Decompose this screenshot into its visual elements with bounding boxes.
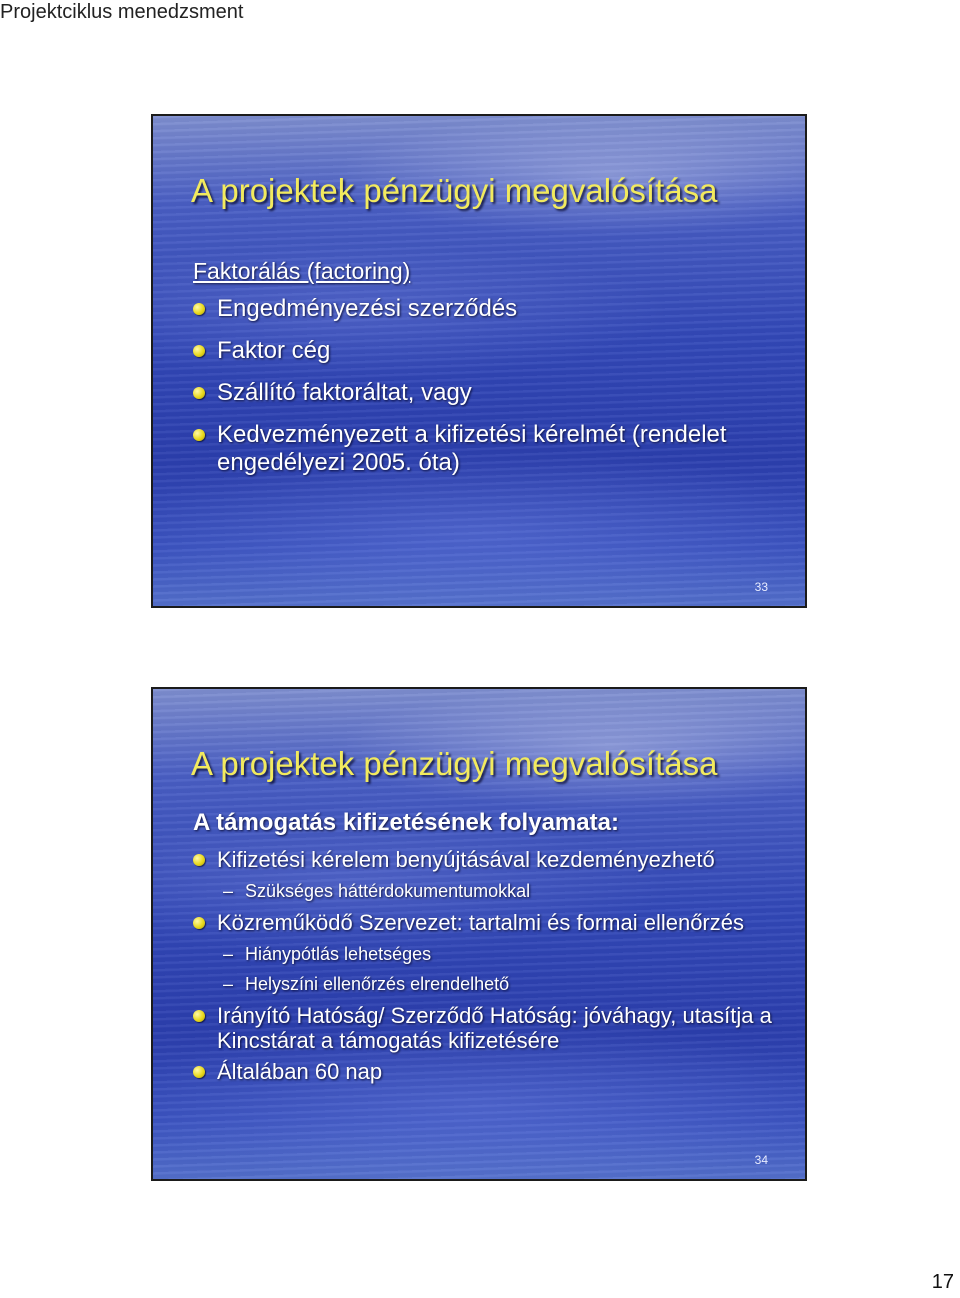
sub-list-item	[217, 880, 785, 902]
list-item	[193, 847, 785, 902]
bullet-text: Faktor cég	[217, 337, 331, 364]
sub-list-item	[217, 943, 785, 965]
document-header: Projektciklus menedzsment	[0, 1, 244, 23]
slide-subheading-link[interactable]: Faktorálás (factoring)	[193, 258, 411, 284]
list-item	[193, 1059, 785, 1084]
bullet-text: Általában 60 nap	[217, 1059, 383, 1084]
slide-number: 33	[754, 580, 768, 594]
bullet-list	[193, 847, 785, 1084]
slide-34	[151, 687, 807, 1181]
dash-marker: –	[223, 944, 234, 964]
bullet-list	[193, 295, 785, 477]
bullet-dot-icon	[193, 917, 205, 929]
bullet-text: Kedvezményezett a kifizetési kérelmét (rendelet engedélyezi 2005. óta)	[217, 421, 727, 476]
slide-33	[151, 114, 807, 608]
list-item	[193, 295, 785, 323]
sub-list	[217, 880, 785, 902]
list-item	[193, 910, 785, 995]
slide-content	[193, 809, 785, 1090]
sub-item-text: Helyszíni ellenőrzés elrendelhető	[245, 974, 510, 994]
page-number: 17	[931, 1271, 954, 1293]
list-item	[193, 1003, 785, 1053]
sub-item-text: Hiánypótlás lehetséges	[245, 944, 432, 964]
slide-content	[193, 258, 785, 491]
bullet-text: Kifizetési kérelem benyújtásával kezdeményezhető	[217, 847, 715, 872]
bullet-dot-icon	[193, 1066, 205, 1078]
bullet-text: Irányító Hatóság/ Szerződő Hatóság: jóváhagy, utasítja a Kincstárat a támogatás kifizetésére	[217, 1003, 772, 1053]
bullet-dot-icon	[193, 345, 205, 357]
slide-title: A projektek pénzügyi megvalósítása	[191, 172, 718, 209]
bullet-dot-icon	[193, 854, 205, 866]
bullet-dot-icon	[193, 429, 205, 441]
sub-list	[217, 943, 785, 995]
slide-title: A projektek pénzügyi megvalósítása	[191, 745, 718, 782]
bullet-dot-icon	[193, 303, 205, 315]
list-item	[193, 379, 785, 407]
sub-item-text: Szükséges háttérdokumentumokkal	[245, 881, 531, 901]
bullet-text: Közreműködő Szervezet: tartalmi és formai ellenőrzés	[217, 910, 744, 935]
bullet-dot-icon	[193, 1010, 205, 1022]
slide-subheading: A támogatás kifizetésének folyamata:	[193, 809, 619, 836]
slide-number: 34	[754, 1153, 768, 1167]
bullet-dot-icon	[193, 387, 205, 399]
sub-list-item	[217, 973, 785, 995]
dash-marker: –	[223, 881, 234, 901]
bullet-text: Engedményezési szerződés	[217, 295, 518, 322]
list-item	[193, 337, 785, 365]
list-item	[193, 421, 785, 477]
bullet-text: Szállító faktoráltat, vagy	[217, 379, 472, 406]
dash-marker: –	[223, 974, 234, 994]
